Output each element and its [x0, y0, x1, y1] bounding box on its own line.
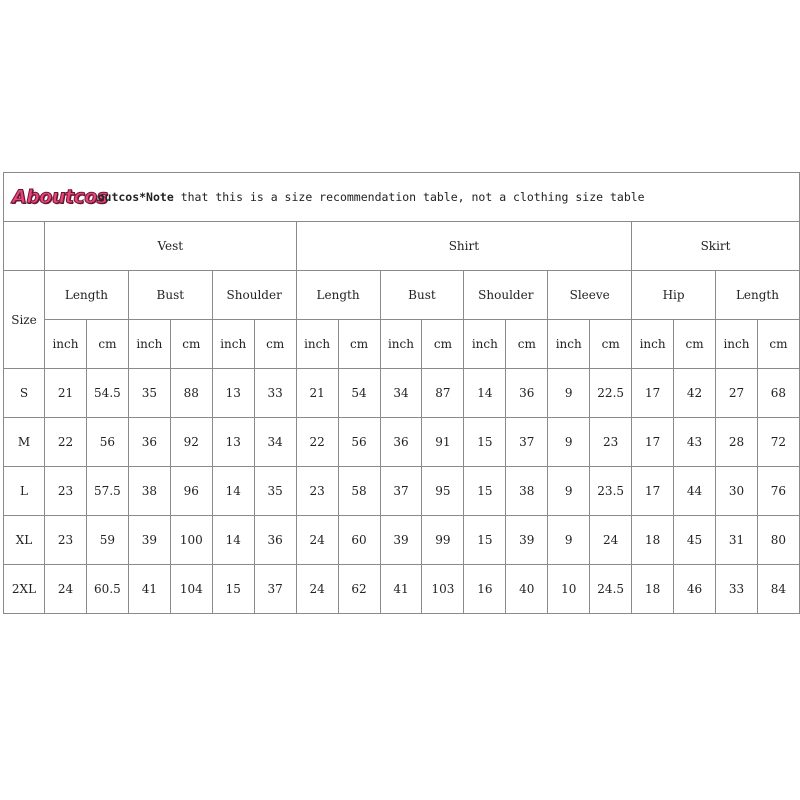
- unit-header-inch: inch: [632, 320, 674, 369]
- value-cell: 57.5: [86, 467, 128, 516]
- size-recommendation-table: [3, 172, 800, 614]
- size-cell: L: [4, 467, 45, 516]
- value-cell: 17: [632, 418, 674, 467]
- garment-header-vest: Vest: [45, 222, 297, 271]
- value-cell: 41: [128, 565, 170, 614]
- unit-header-inch: inch: [128, 320, 170, 369]
- measure-header-vest-length: Length: [45, 271, 129, 320]
- value-cell: 24.5: [590, 565, 632, 614]
- measure-header-row: [4, 271, 800, 320]
- value-cell: 54.5: [86, 369, 128, 418]
- value-cell: 23: [590, 418, 632, 467]
- value-cell: 56: [86, 418, 128, 467]
- value-cell: 36: [380, 418, 422, 467]
- value-cell: 62: [338, 565, 380, 614]
- unit-header-cm: cm: [590, 320, 632, 369]
- size-cell: M: [4, 418, 45, 467]
- table-row: [4, 467, 800, 516]
- value-cell: 60: [338, 516, 380, 565]
- value-cell: 59: [86, 516, 128, 565]
- value-cell: 37: [380, 467, 422, 516]
- value-cell: 17: [632, 369, 674, 418]
- value-cell: 22: [45, 418, 87, 467]
- note-cell: [4, 173, 800, 222]
- unit-header-inch: inch: [716, 320, 758, 369]
- note-body: that this is a size recommendation table, not a clothing size table: [180, 190, 645, 204]
- value-cell: 23: [45, 467, 87, 516]
- unit-header-row: [4, 320, 800, 369]
- unit-header-inch: inch: [45, 320, 87, 369]
- size-cell: S: [4, 369, 45, 418]
- value-cell: 33: [716, 565, 758, 614]
- value-cell: 18: [632, 565, 674, 614]
- measure-header-shirt-shoulder: Shoulder: [464, 271, 548, 320]
- value-cell: 35: [128, 369, 170, 418]
- value-cell: 68: [757, 369, 799, 418]
- value-cell: 88: [170, 369, 212, 418]
- value-cell: 44: [674, 467, 716, 516]
- value-cell: 35: [254, 467, 296, 516]
- value-cell: 34: [380, 369, 422, 418]
- value-cell: 36: [128, 418, 170, 467]
- value-cell: 21: [45, 369, 87, 418]
- value-cell: 84: [757, 565, 799, 614]
- note-text: [98, 190, 645, 204]
- measure-header-shirt-bust: Bust: [380, 271, 464, 320]
- value-cell: 38: [128, 467, 170, 516]
- value-cell: 16: [464, 565, 506, 614]
- value-cell: 104: [170, 565, 212, 614]
- value-cell: 30: [716, 467, 758, 516]
- brand-logo: Aboutcos: [12, 186, 108, 208]
- value-cell: 41: [380, 565, 422, 614]
- value-cell: 28: [716, 418, 758, 467]
- value-cell: 42: [674, 369, 716, 418]
- value-cell: 39: [380, 516, 422, 565]
- measure-header-shirt-length: Length: [296, 271, 380, 320]
- value-cell: 24: [296, 516, 338, 565]
- value-cell: 87: [422, 369, 464, 418]
- value-cell: 27: [716, 369, 758, 418]
- value-cell: 46: [674, 565, 716, 614]
- table-row: [4, 418, 800, 467]
- unit-header-cm: cm: [674, 320, 716, 369]
- value-cell: 40: [506, 565, 548, 614]
- unit-header-inch: inch: [212, 320, 254, 369]
- value-cell: 60.5: [86, 565, 128, 614]
- value-cell: 15: [464, 418, 506, 467]
- value-cell: 99: [422, 516, 464, 565]
- value-cell: 14: [212, 516, 254, 565]
- garment-header-row: [4, 222, 800, 271]
- note-row: [4, 173, 800, 222]
- value-cell: 31: [716, 516, 758, 565]
- value-cell: 37: [506, 418, 548, 467]
- value-cell: 9: [548, 418, 590, 467]
- size-cell: 2XL: [4, 565, 45, 614]
- value-cell: 58: [338, 467, 380, 516]
- unit-header-inch: inch: [548, 320, 590, 369]
- value-cell: 9: [548, 467, 590, 516]
- value-cell: 100: [170, 516, 212, 565]
- value-cell: 43: [674, 418, 716, 467]
- garment-header-skirt: Skirt: [632, 222, 800, 271]
- garment-header-shirt: Shirt: [296, 222, 632, 271]
- value-cell: 80: [757, 516, 799, 565]
- value-cell: 95: [422, 467, 464, 516]
- value-cell: 15: [464, 516, 506, 565]
- value-cell: 10: [548, 565, 590, 614]
- unit-header-cm: cm: [254, 320, 296, 369]
- value-cell: 13: [212, 418, 254, 467]
- value-cell: 23: [45, 516, 87, 565]
- unit-header-cm: cm: [506, 320, 548, 369]
- value-cell: 22.5: [590, 369, 632, 418]
- value-cell: 18: [632, 516, 674, 565]
- value-cell: 24: [590, 516, 632, 565]
- unit-header-inch: inch: [380, 320, 422, 369]
- value-cell: 56: [338, 418, 380, 467]
- value-cell: 91: [422, 418, 464, 467]
- value-cell: 34: [254, 418, 296, 467]
- unit-header-cm: cm: [170, 320, 212, 369]
- table-row: [4, 369, 800, 418]
- table-row: [4, 565, 800, 614]
- unit-header-cm: cm: [338, 320, 380, 369]
- measure-header-vest-bust: Bust: [128, 271, 212, 320]
- value-cell: 72: [757, 418, 799, 467]
- value-cell: 76: [757, 467, 799, 516]
- value-cell: 39: [506, 516, 548, 565]
- measure-header-shirt-sleeve: Sleeve: [548, 271, 632, 320]
- table-row: [4, 516, 800, 565]
- value-cell: 24: [296, 565, 338, 614]
- value-cell: 33: [254, 369, 296, 418]
- value-cell: 24: [45, 565, 87, 614]
- value-cell: 9: [548, 516, 590, 565]
- value-cell: 36: [254, 516, 296, 565]
- value-cell: 92: [170, 418, 212, 467]
- value-cell: 37: [254, 565, 296, 614]
- value-cell: 45: [674, 516, 716, 565]
- value-cell: 22: [296, 418, 338, 467]
- size-cell: XL: [4, 516, 45, 565]
- unit-header-cm: cm: [422, 320, 464, 369]
- measure-header-skirt-hip: Hip: [632, 271, 716, 320]
- value-cell: 38: [506, 467, 548, 516]
- value-cell: 36: [506, 369, 548, 418]
- unit-header-cm: cm: [86, 320, 128, 369]
- unit-header-inch: inch: [296, 320, 338, 369]
- measure-header-skirt-length: Length: [716, 271, 800, 320]
- value-cell: 96: [170, 467, 212, 516]
- value-cell: 23.5: [590, 467, 632, 516]
- value-cell: 15: [464, 467, 506, 516]
- size-header: Size: [4, 271, 45, 369]
- value-cell: 15: [212, 565, 254, 614]
- unit-header-cm: cm: [757, 320, 799, 369]
- corner-cell: [4, 222, 45, 271]
- value-cell: 9: [548, 369, 590, 418]
- measure-header-vest-shoulder: Shoulder: [212, 271, 296, 320]
- value-cell: 54: [338, 369, 380, 418]
- value-cell: 39: [128, 516, 170, 565]
- value-cell: 21: [296, 369, 338, 418]
- value-cell: 13: [212, 369, 254, 418]
- value-cell: 103: [422, 565, 464, 614]
- value-cell: 17: [632, 467, 674, 516]
- unit-header-inch: inch: [464, 320, 506, 369]
- value-cell: 14: [464, 369, 506, 418]
- value-cell: 23: [296, 467, 338, 516]
- note-prefix: outcos*Note: [97, 190, 174, 204]
- value-cell: 14: [212, 467, 254, 516]
